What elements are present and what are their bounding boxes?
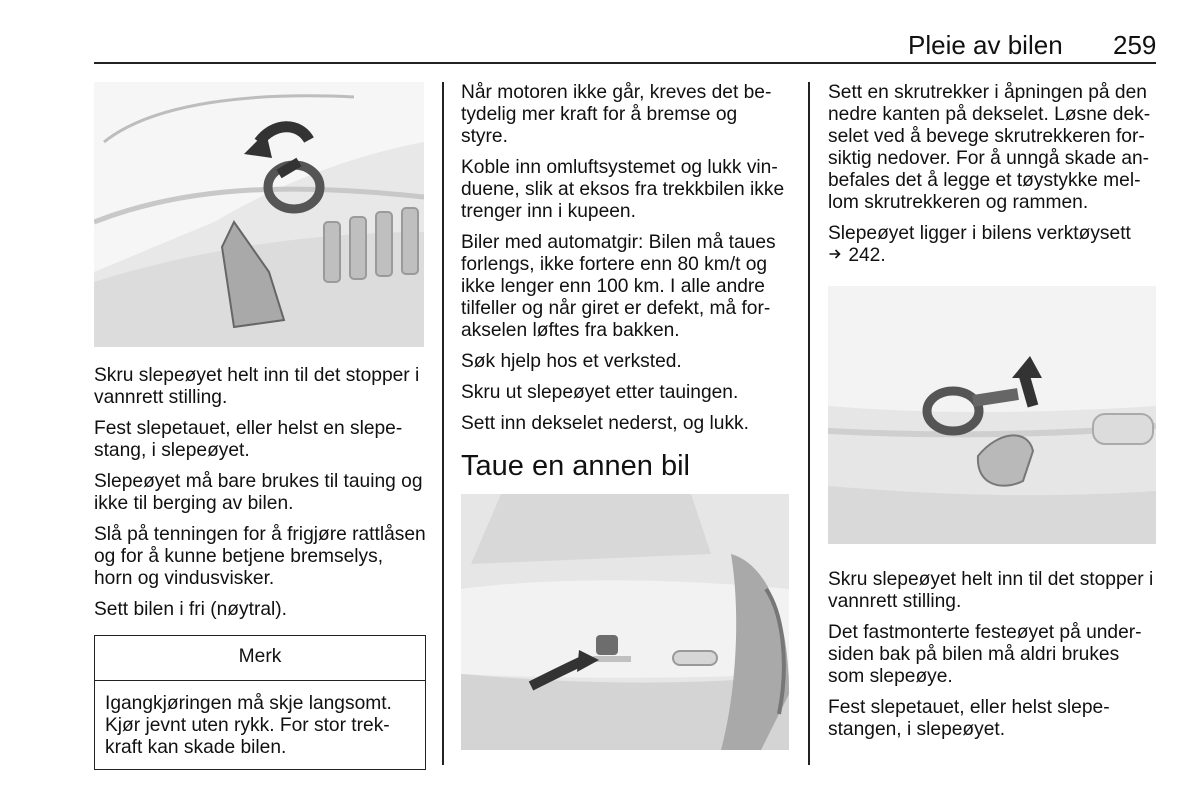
column-3 [828, 82, 1158, 750]
page-reference-icon [828, 247, 843, 261]
front-tow-eye-illustration [94, 82, 424, 347]
paragraph: Søk hjelp hos et verksted. [461, 351, 682, 372]
header-rule [94, 62, 1156, 64]
rear-tow-cover-illustration [461, 494, 789, 750]
column-divider-2 [808, 82, 810, 765]
note-box [94, 635, 426, 770]
column-2 [461, 82, 789, 750]
paragraph: Slepeøyet må bare brukes til tauing og ikke til berging av bilen. [94, 471, 423, 514]
column-divider-1 [442, 82, 444, 765]
paragraph: Når motoren ikke går, kreves det betydelig mer kraft for å bremse og styre. [461, 82, 772, 147]
rear-tow-eye-illustration [828, 286, 1156, 544]
paragraph: Sett bilen i fri (nøytral). [94, 599, 287, 620]
page-reference[interactable]: 242. [848, 245, 886, 266]
column-1 [94, 82, 426, 770]
paragraph: Biler med automatgir: Bilen må taues forlengs, ikke fortere enn 80 km/t og ikke lenger enn 100 km. I alle andre tilfeller og når giret er defekt, må forakselen løftes fra bakken. [461, 232, 776, 341]
paragraph: Fest slepetauet, eller helst en slepestang, i slepeøyet. [94, 418, 403, 461]
note-text: Igangkjøringen må skje langsomt. Kjør jevnt uten rykk. For stor trekkraft kan skade bilen. [105, 693, 392, 758]
paragraph: Det fastmonterte festeøyet på undersiden bak på bilen må aldri brukes som slepeøye. [828, 622, 1142, 687]
paragraph [828, 223, 1158, 267]
paragraph: Sett inn dekselet nederst, og lukk. [461, 413, 749, 434]
paragraph: Skru ut slepeøyet etter tauingen. [461, 382, 739, 403]
paragraph: Slå på tenningen for å frigjøre rattlåsen og for å kunne betjene bremselys, horn og vindusvisker. [94, 524, 426, 589]
header-title: Pleie av bilen [908, 30, 1063, 60]
page-number: 259 [1113, 30, 1157, 60]
paragraph: Skru slepeøyet helt inn til det stopper i vannrett stilling. [94, 365, 420, 408]
section-heading: Taue en annen bil [461, 450, 690, 482]
note-title: Merk [95, 636, 425, 681]
toolkit-text: Slepeøyet ligger i bilens verktøysett [828, 223, 1131, 244]
paragraph: Skru slepeøyet helt inn til det stopper i vannrett stilling. [828, 569, 1154, 612]
paragraph: Sett en skrutrekker i åpningen på den nedre kanten på dekselet. Løsne dekselet ved å bevege skrutrekkeren forsiktig nedover. For å unngå skade anbefales det å legge et tøystykke mellom skrutrekkeren og rammen. [828, 82, 1151, 213]
paragraph: Fest slepetauet, eller helst slepestangen, i slepeøyet. [828, 697, 1110, 740]
paragraph: Koble inn omluftsystemet og lukk vinduene, slik at eksos fra trekkbilen ikke trenger inn i kupeen. [461, 157, 785, 222]
